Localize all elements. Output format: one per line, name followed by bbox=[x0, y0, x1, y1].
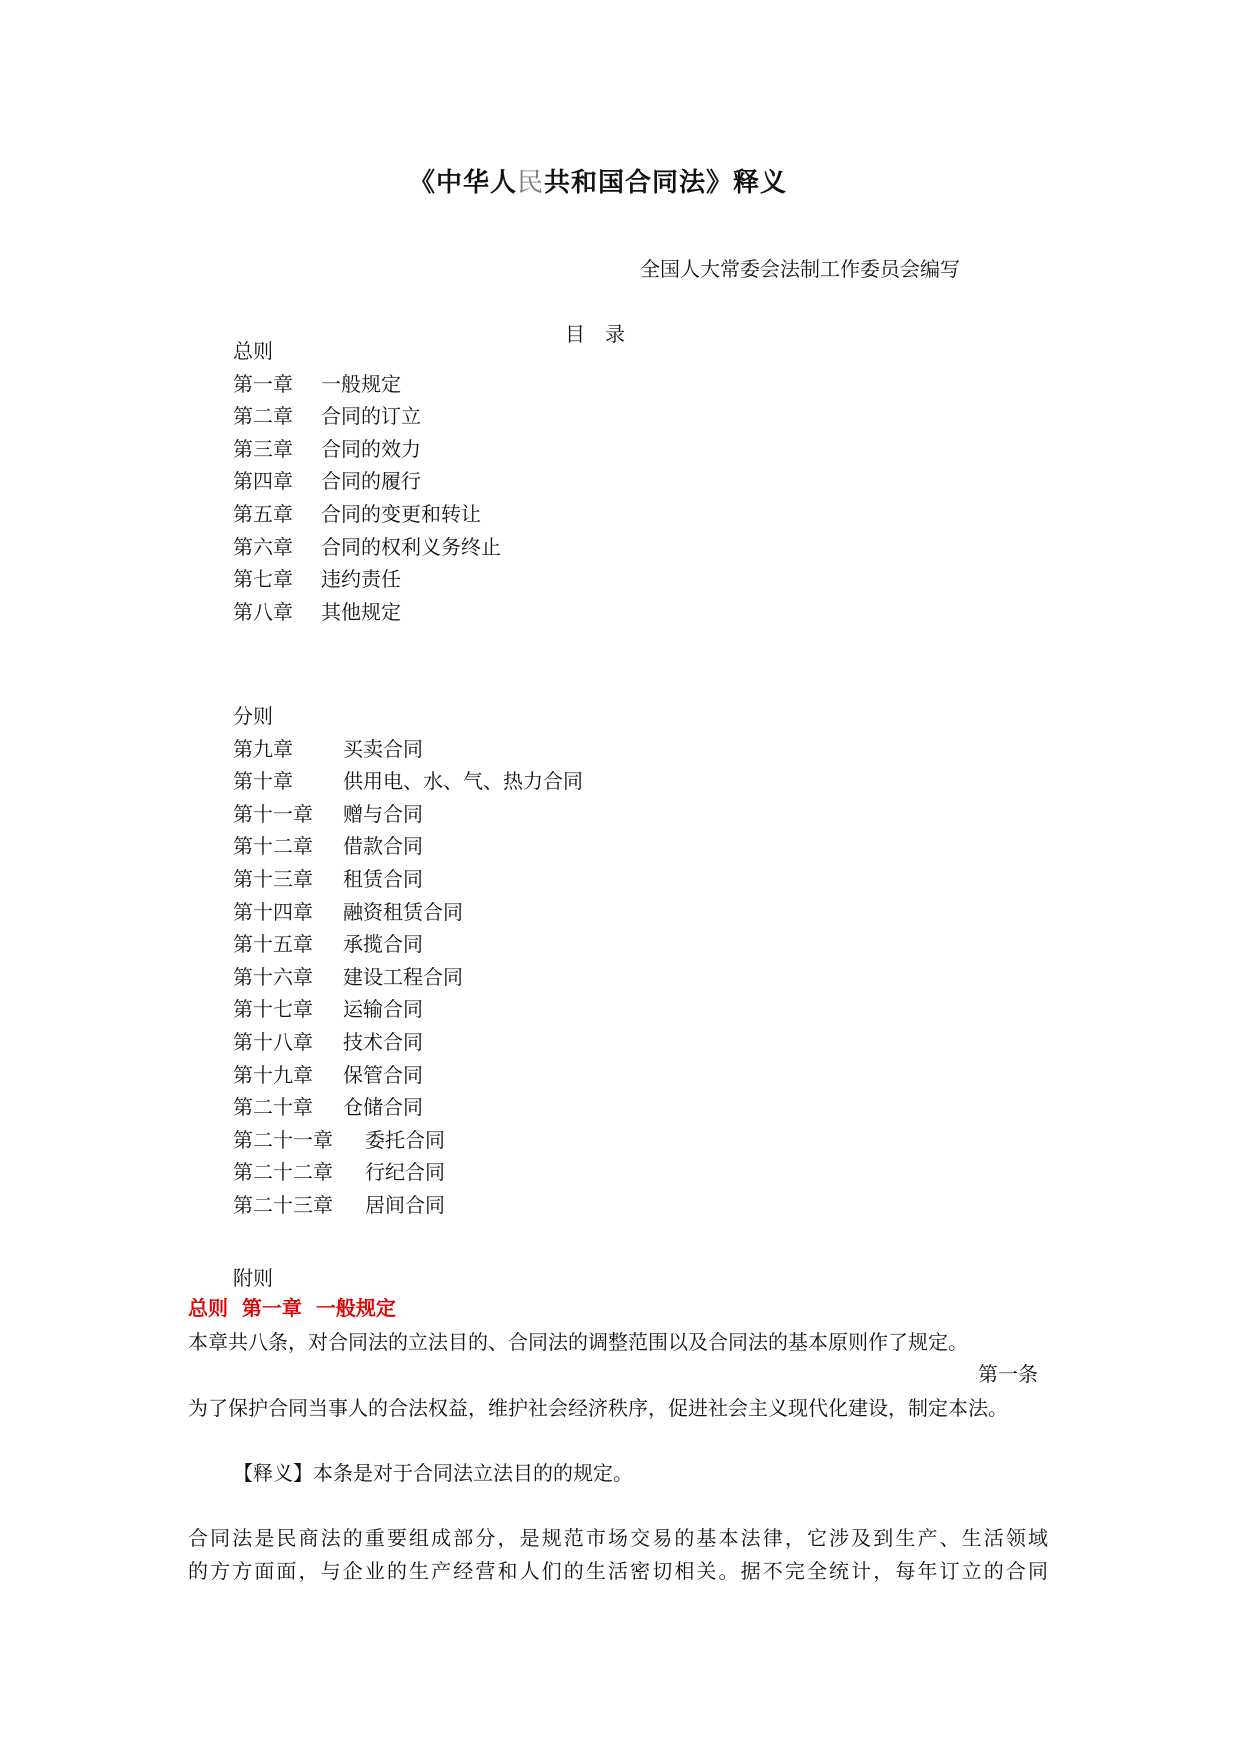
toc-chapter-number: 第十三章 bbox=[233, 866, 313, 891]
toc-chapter-name: 买卖合同 bbox=[343, 736, 423, 761]
main-paragraph bbox=[188, 1522, 1048, 1588]
toc-chapter-number: 第十六章 bbox=[233, 964, 313, 989]
toc-specific bbox=[233, 700, 583, 1222]
toc-specific-label: 分则 bbox=[233, 704, 273, 728]
toc-chapter-name: 承揽合同 bbox=[343, 932, 423, 957]
article-label: 第一条 bbox=[978, 1362, 1038, 1386]
toc-chapter-number: 第十五章 bbox=[233, 932, 313, 957]
toc-item[interactable] bbox=[233, 563, 501, 596]
chapter-summary: 本章共八条，对合同法的立法目的、合同法的调整范围以及合同法的基本原则作了规定。 bbox=[188, 1330, 968, 1354]
toc-chapter-number: 第十一章 bbox=[233, 801, 313, 826]
toc-heading: 目 录 bbox=[565, 322, 625, 346]
toc-chapter-number: 第十九章 bbox=[233, 1062, 313, 1087]
title-highlight: 民 bbox=[516, 168, 544, 198]
toc-chapter-name: 保管合同 bbox=[343, 1062, 423, 1087]
toc-chapter-number: 第三章 bbox=[233, 436, 293, 461]
toc-item[interactable] bbox=[233, 863, 583, 896]
toc-item[interactable] bbox=[233, 896, 583, 929]
toc-chapter-name: 合同的权利义务终止 bbox=[321, 534, 501, 559]
toc-item[interactable] bbox=[233, 596, 501, 629]
toc-chapter-name: 合同的变更和转让 bbox=[321, 501, 481, 526]
toc-chapter-name: 赠与合同 bbox=[343, 801, 423, 826]
toc-chapter-number: 第二十三章 bbox=[233, 1192, 333, 1217]
toc-item[interactable] bbox=[233, 1091, 583, 1124]
toc-item[interactable] bbox=[233, 400, 501, 433]
toc-item[interactable] bbox=[233, 368, 501, 401]
toc-chapter-number: 第十四章 bbox=[233, 899, 313, 924]
title-prefix: 《中华人 bbox=[408, 168, 517, 198]
toc-item[interactable] bbox=[233, 798, 583, 831]
document-title bbox=[0, 162, 1196, 199]
toc-item[interactable] bbox=[233, 1156, 583, 1189]
toc-chapter-name: 运输合同 bbox=[343, 997, 423, 1022]
toc-chapter-number: 第八章 bbox=[233, 599, 293, 624]
toc-general-label: 总则 bbox=[233, 339, 273, 363]
main-paragraph-line: 合同法是民商法的重要组成部分，是规范市场交易的基本法律，它涉及到生产、生活领域 bbox=[188, 1526, 1048, 1550]
toc-chapter-name: 仓储合同 bbox=[343, 1095, 423, 1120]
toc-chapter-number: 第九章 bbox=[233, 736, 293, 761]
author-line: 全国人大常委会法制工作委员会编写 bbox=[640, 257, 960, 281]
toc-chapter-name: 合同的订立 bbox=[321, 404, 421, 429]
toc-item[interactable] bbox=[233, 733, 583, 766]
toc-chapter-number: 第十二章 bbox=[233, 834, 313, 859]
toc-general bbox=[233, 335, 501, 628]
toc-chapter-name: 一般规定 bbox=[321, 371, 401, 396]
toc-item[interactable] bbox=[233, 993, 583, 1026]
toc-item[interactable] bbox=[233, 928, 583, 961]
section-heading: 总则 第一章 一般规定 bbox=[188, 1296, 396, 1320]
toc-item[interactable] bbox=[233, 498, 501, 531]
toc-chapter-name: 其他规定 bbox=[321, 599, 401, 624]
toc-chapter-name: 技术合同 bbox=[343, 1029, 423, 1054]
toc-chapter-number: 第二十一章 bbox=[233, 1127, 333, 1152]
toc-chapter-name: 融资租赁合同 bbox=[343, 899, 463, 924]
toc-chapter-name: 借款合同 bbox=[343, 834, 423, 859]
main-paragraph-line: 的方方面面，与企业的生产经营和人们的生活密切相关。据不完全统计，每年订立的合同 bbox=[188, 1559, 1048, 1583]
toc-item[interactable] bbox=[233, 961, 583, 994]
toc-chapter-number: 第六章 bbox=[233, 534, 293, 559]
toc-chapter-number: 第四章 bbox=[233, 469, 293, 494]
toc-chapter-number: 第七章 bbox=[233, 567, 293, 592]
toc-chapter-name: 委托合同 bbox=[365, 1127, 445, 1152]
article-text: 为了保护合同当事人的合法权益，维护社会经济秩序，促进社会主义现代化建设，制定本法。 bbox=[188, 1396, 1008, 1420]
toc-chapter-name: 违约责任 bbox=[321, 567, 401, 592]
toc-chapter-number: 第五章 bbox=[233, 501, 293, 526]
toc-chapter-number: 第一章 bbox=[233, 371, 293, 396]
toc-chapter-number: 第十七章 bbox=[233, 997, 313, 1022]
toc-chapter-number: 第十章 bbox=[233, 769, 293, 794]
toc-item[interactable] bbox=[233, 1124, 583, 1157]
interpretation-paragraph: 【释义】本条是对于合同法立法目的的规定。 bbox=[233, 1461, 633, 1485]
toc-chapter-name: 供用电、水、气、热力合同 bbox=[343, 769, 583, 794]
toc-item[interactable] bbox=[233, 465, 501, 498]
toc-item[interactable] bbox=[233, 765, 583, 798]
toc-appendix-label: 附则 bbox=[233, 1266, 273, 1290]
toc-item[interactable] bbox=[233, 531, 501, 564]
toc-item[interactable] bbox=[233, 1189, 583, 1222]
toc-chapter-name: 合同的履行 bbox=[321, 469, 421, 494]
toc-chapter-name: 租赁合同 bbox=[343, 866, 423, 891]
toc-chapter-name: 行纪合同 bbox=[365, 1160, 445, 1185]
toc-item[interactable] bbox=[233, 1059, 583, 1092]
toc-chapter-number: 第十八章 bbox=[233, 1029, 313, 1054]
toc-chapter-number: 第二十二章 bbox=[233, 1160, 333, 1185]
toc-chapter-number: 第二十章 bbox=[233, 1095, 313, 1120]
toc-item[interactable] bbox=[233, 1026, 583, 1059]
toc-item[interactable] bbox=[233, 433, 501, 466]
toc-item[interactable] bbox=[233, 830, 583, 863]
toc-chapter-name: 建设工程合同 bbox=[343, 964, 463, 989]
toc-chapter-number: 第二章 bbox=[233, 404, 293, 429]
title-suffix: 共和国合同法》释义 bbox=[544, 168, 788, 198]
toc-chapter-name: 居间合同 bbox=[365, 1192, 445, 1217]
toc-chapter-name: 合同的效力 bbox=[321, 436, 421, 461]
